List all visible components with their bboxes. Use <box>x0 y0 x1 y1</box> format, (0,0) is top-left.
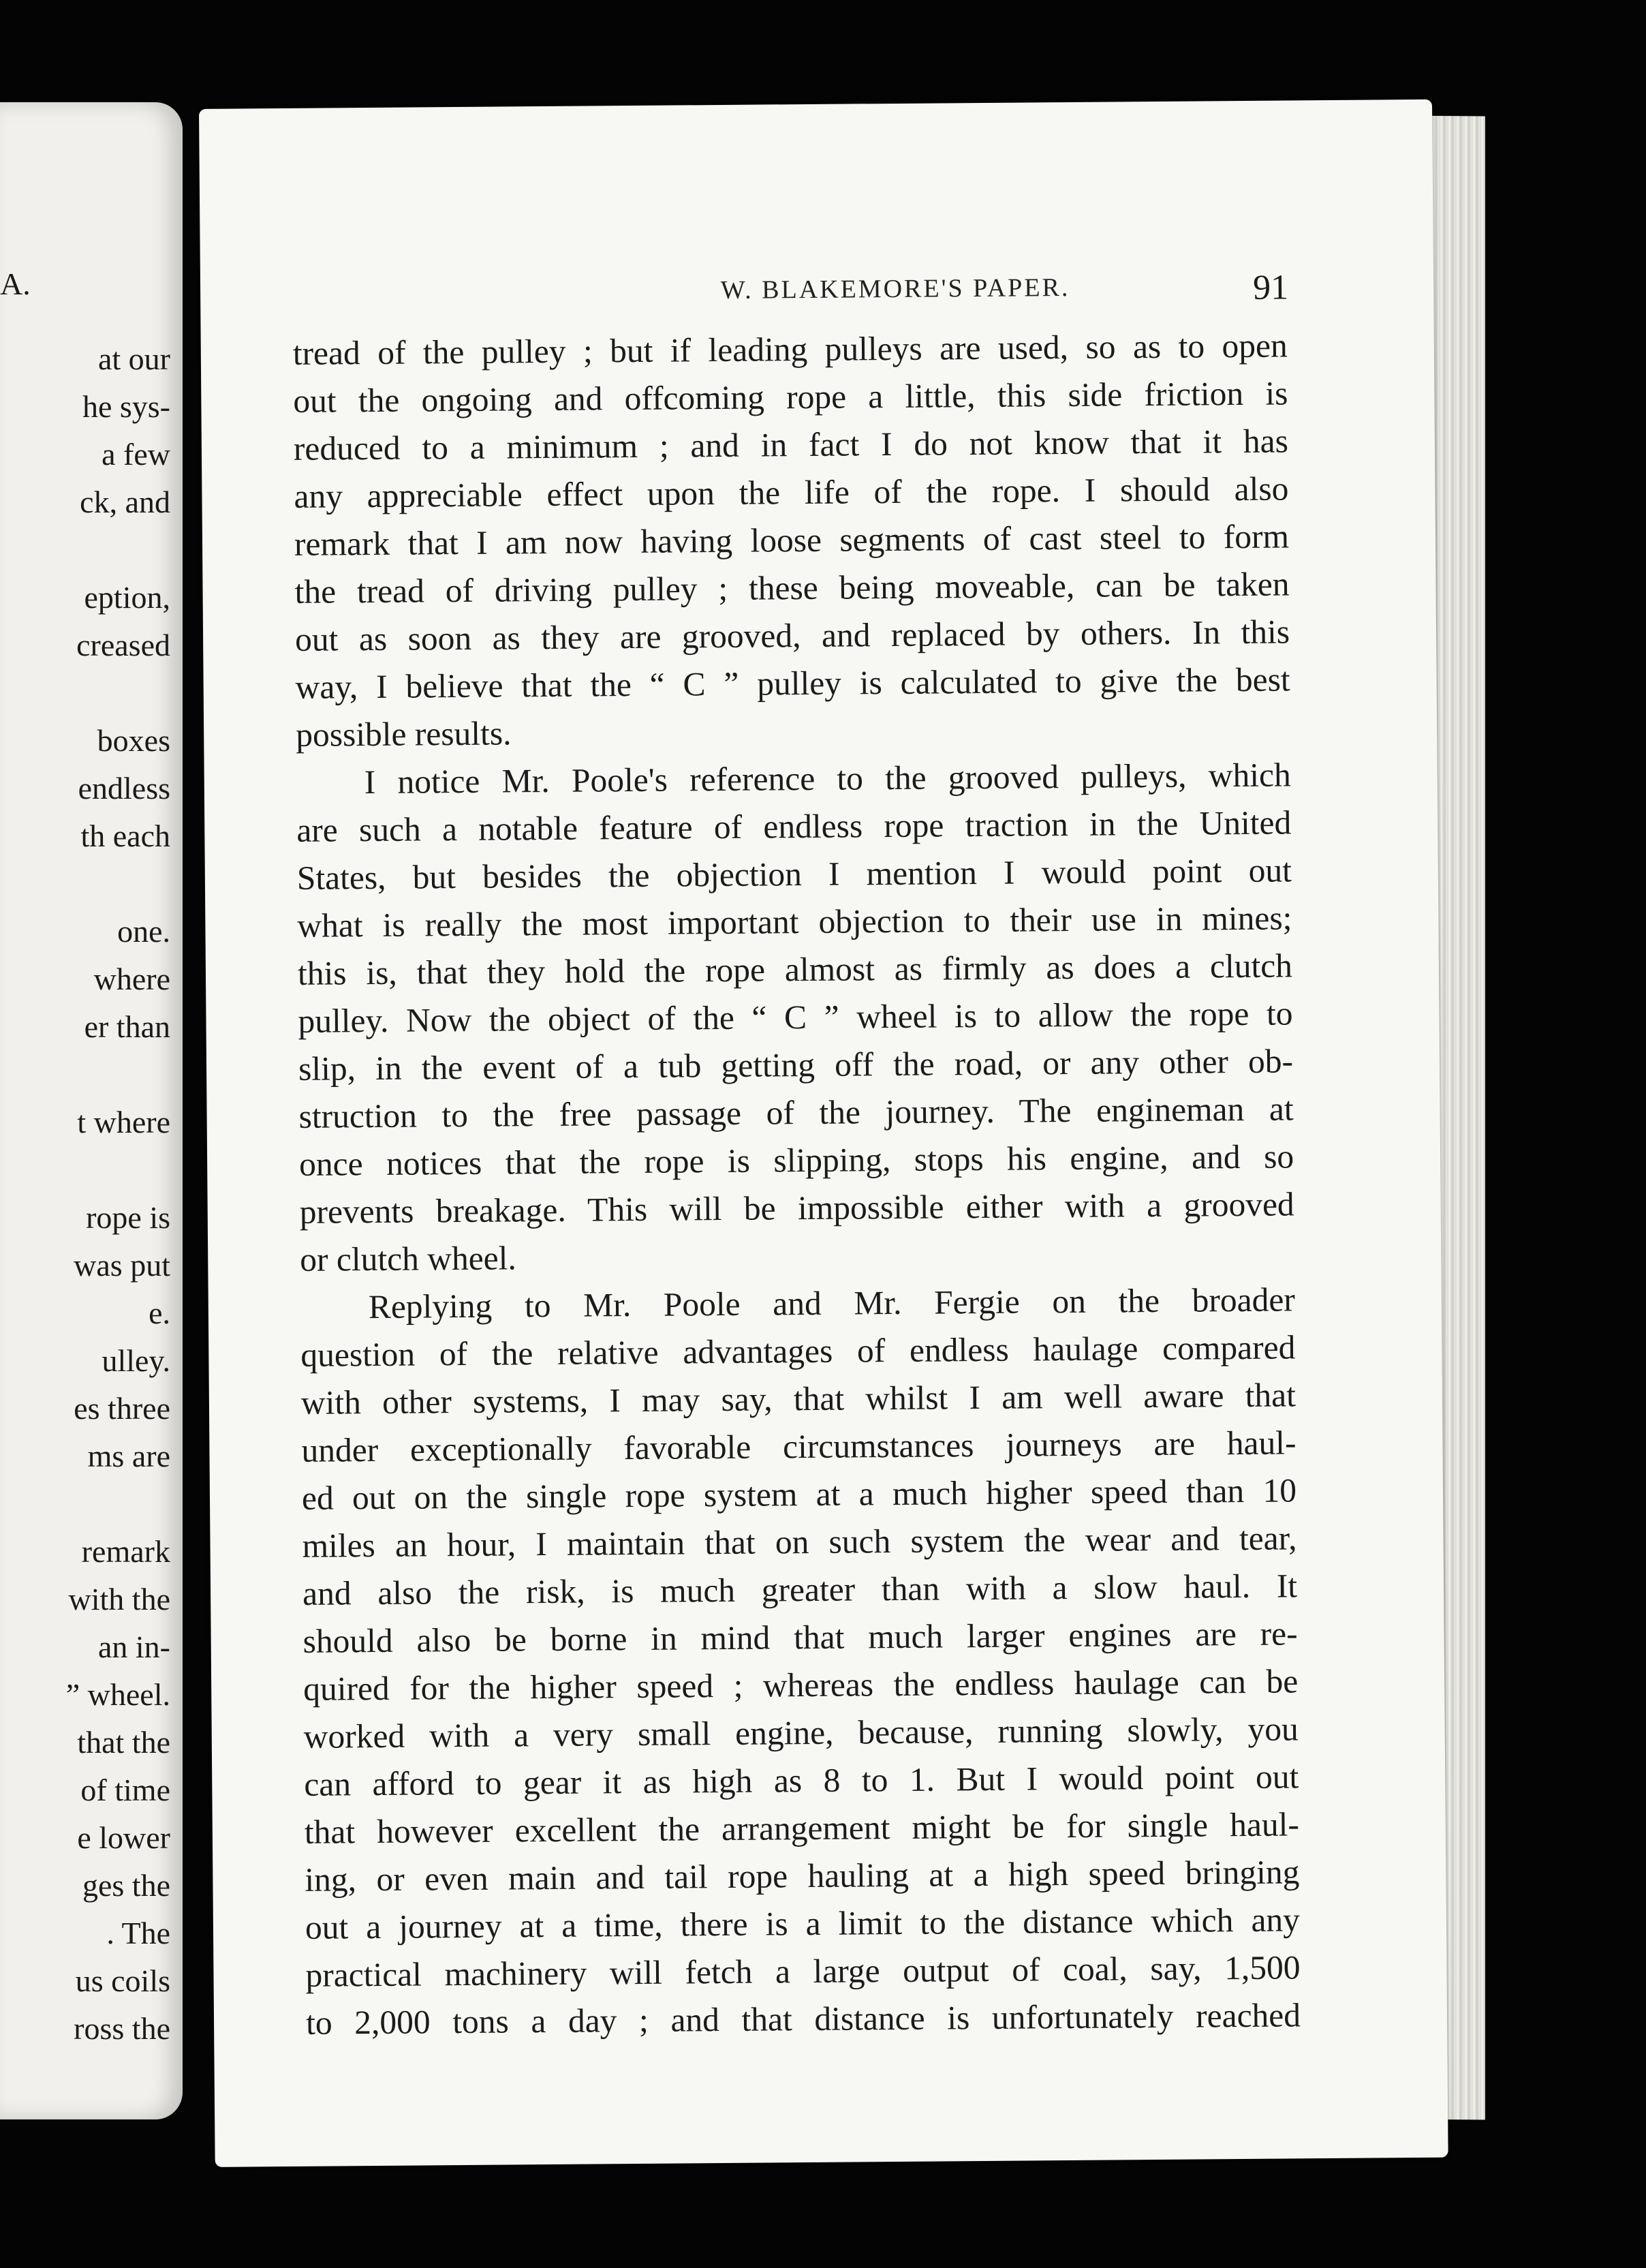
text-line: States, but besides the objection I mention I would point out <box>296 851 1292 897</box>
text-line: any appreciable effect upon the life of the rope. I should also <box>294 470 1289 515</box>
facing-page-line: remark <box>81 1534 170 1569</box>
text-line: under exceptionally favorable circumstances journeys are haul- <box>301 1424 1296 1469</box>
text-line: practical machinery will fetch a large output of coal, say, 1,500 <box>305 1948 1301 1994</box>
body-text <box>293 322 1301 2047</box>
facing-page-line: was put <box>74 1248 170 1283</box>
facing-page-line: es three <box>74 1391 170 1426</box>
page-number: 91 <box>1252 268 1289 307</box>
text-line: slip, in the event of a tub getting off the road, or any other ob- <box>298 1042 1294 1088</box>
text-line: quired for the higher speed ; whereas the endless haulage can be <box>302 1662 1299 1708</box>
text-line: miles an hour, I maintain that on such system the wear and tear, <box>302 1519 1297 1565</box>
facing-page-line: he sys- <box>82 389 170 424</box>
facing-page-line: rope is <box>86 1200 170 1235</box>
facing-page-line: at our <box>97 341 170 376</box>
facing-page-line: e. <box>149 1296 170 1330</box>
text-line: should also be borne in mind that much larger engines are re- <box>302 1614 1298 1660</box>
text-line: worked with a very small engine, because, running slowly, you <box>303 1710 1299 1756</box>
facing-page-line: where <box>93 962 170 996</box>
text-line: Replying to Mr. Poole and Mr. Fergie on the broader <box>368 1281 1295 1326</box>
text-line: out as soon as they are grooved, and replaced by others. In this <box>294 613 1290 658</box>
text-line: question of the relative advantages of endless haulage compared <box>300 1328 1296 1374</box>
text-line: pulley. Now the object of the “ C ” wheel is to allow the rope to <box>298 994 1293 1040</box>
text-line: out a journey at a time, there is a limit to the distance which any <box>305 1901 1301 1946</box>
facing-page-line: ” wheel. <box>65 1677 170 1712</box>
facing-page-line: eption, <box>84 580 170 615</box>
text-line: that however excellent the arrangement might be for single haul- <box>304 1805 1300 1851</box>
facing-page <box>0 102 183 2119</box>
running-head: W. BLAKEMORE'S PAPER. <box>720 273 1070 305</box>
text-line: remark that I am now having loose segments of cast steel to form <box>294 517 1290 563</box>
facing-page-line: ges the <box>82 1868 170 1903</box>
text-line: what is really the most important objection to their use in mines; <box>297 899 1292 945</box>
facing-page-line: us coils <box>75 1963 170 1998</box>
text-line: this is, that they hold the rope almost as firmly as does a clutch <box>297 947 1293 992</box>
text-line: with other systems, I may say, that whilst I am well aware that <box>300 1376 1296 1422</box>
text-line: struction to the free passage of the journey. The engineman at <box>298 1090 1294 1135</box>
facing-page-line: th each <box>80 818 170 853</box>
text-line: can afford to gear it as high as 8 to 1. But I would point out <box>304 1758 1299 1803</box>
facing-page-line: ross the <box>74 2011 170 2046</box>
text-line: and also the risk, is much greater than with a slow haul. It <box>302 1567 1298 1612</box>
text-line: the tread of driving pulley ; these being moveable, can be taken <box>294 565 1290 611</box>
facing-page-line: er than <box>84 1009 170 1044</box>
facing-page-heading-fragment: A. <box>0 266 31 301</box>
facing-page-line: of time <box>80 1773 170 1807</box>
facing-page-line: ulley. <box>102 1343 170 1378</box>
text-line: ed out on the single rope system at a much higher speed than 10 <box>301 1471 1297 1517</box>
facing-page-line: ms are <box>87 1439 170 1473</box>
text-line: I notice Mr. Poole's reference to the grooved pulleys, which <box>364 756 1291 801</box>
facing-page-line: . The <box>106 1916 170 1950</box>
facing-page-line: with the <box>68 1582 170 1616</box>
facing-page-line: boxes <box>97 723 170 758</box>
text-line: reduced to a minimum ; and in fact I do not know that it has <box>293 422 1289 468</box>
facing-page-line: that the <box>77 1725 170 1760</box>
facing-page-line: e lower <box>77 1820 170 1855</box>
text-line: to 2,000 tons a day ; and that distance is unfortunately reached <box>305 1996 1301 2042</box>
text-line: possible results. <box>296 714 512 754</box>
text-line: way, I believe that the “ C ” pulley is calculated to give the best <box>295 660 1290 706</box>
text-line: ing, or even main and tail rope hauling at a high speed bringing <box>305 1853 1300 1899</box>
text-line: are such a notable feature of endless rope traction in the United <box>296 803 1292 849</box>
text-line: or clutch wheel. <box>300 1239 516 1278</box>
text-line: once notices that the rope is slipping, stops his engine, and so <box>298 1137 1294 1183</box>
facing-page-line: one. <box>117 914 170 949</box>
facing-page-line: endless <box>78 771 170 806</box>
book-page <box>199 99 1448 2167</box>
facing-page-line: t where <box>77 1105 170 1139</box>
facing-page-line: creased <box>76 628 170 662</box>
text-line: tread of the pulley ; but if leading pulleys are used, so as to open <box>292 326 1288 372</box>
facing-page-line: a few <box>102 437 170 472</box>
facing-page-line: an in- <box>97 1629 170 1664</box>
facing-page-line: ck, and <box>80 485 170 519</box>
text-line: prevents breakage. This will be impossible either with a grooved <box>299 1185 1294 1231</box>
text-line: out the ongoing and offcoming rope a little, this side friction is <box>293 374 1288 420</box>
